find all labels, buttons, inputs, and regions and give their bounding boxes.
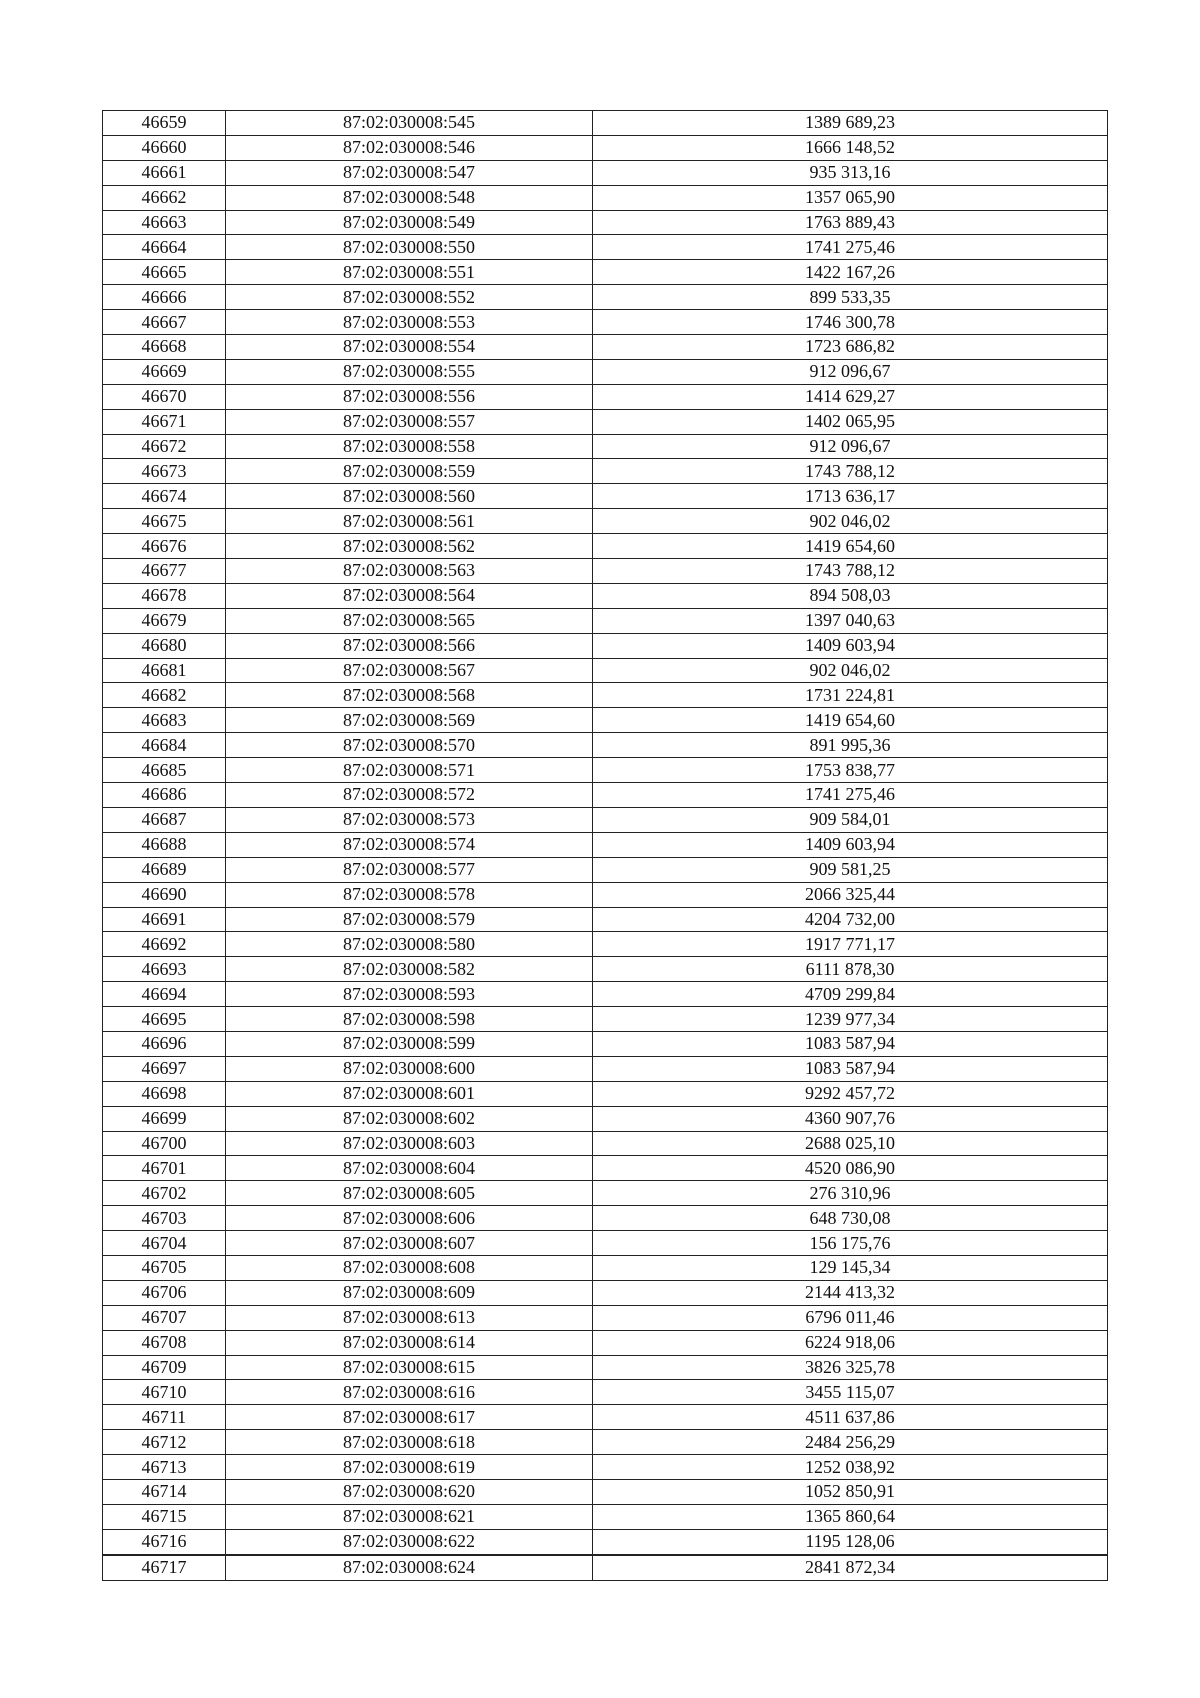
table-row [103, 583, 1108, 608]
cadastral-value-cell: 129 145,34 [593, 1255, 1108, 1280]
cadastral-value-cell: 9292 457,72 [593, 1081, 1108, 1106]
cadastral-number-cell: 87:02:030008:624 [226, 1555, 593, 1580]
cadastral-number-cell: 87:02:030008:620 [226, 1479, 593, 1504]
cadastral-number-cell: 87:02:030008:613 [226, 1305, 593, 1330]
row-number-cell: 46672 [103, 434, 226, 459]
cadastral-number-cell: 87:02:030008:614 [226, 1330, 593, 1355]
table-row [103, 832, 1108, 857]
table-row [103, 733, 1108, 758]
cadastral-number-cell: 87:02:030008:605 [226, 1181, 593, 1206]
cadastral-value-cell: 4511 637,86 [593, 1405, 1108, 1430]
table-row [103, 658, 1108, 683]
row-number-cell: 46664 [103, 235, 226, 260]
cadastral-number-cell: 87:02:030008:607 [226, 1231, 593, 1256]
table-row [103, 384, 1108, 409]
cadastral-number-cell: 87:02:030008:571 [226, 758, 593, 783]
table-row [103, 1156, 1108, 1181]
row-number-cell: 46714 [103, 1479, 226, 1504]
table-row [103, 434, 1108, 459]
cadastral-number-cell: 87:02:030008:568 [226, 683, 593, 708]
table-row [103, 111, 1108, 136]
cadastral-value-cell: 1409 603,94 [593, 633, 1108, 658]
row-number-cell: 46710 [103, 1380, 226, 1405]
cadastral-value-cell: 1753 838,77 [593, 758, 1108, 783]
cadastral-value-cell: 4204 732,00 [593, 907, 1108, 932]
row-number-cell: 46698 [103, 1081, 226, 1106]
cadastral-number-cell: 87:02:030008:618 [226, 1430, 593, 1455]
cadastral-number-cell: 87:02:030008:548 [226, 185, 593, 210]
cadastral-number-cell: 87:02:030008:578 [226, 882, 593, 907]
cadastral-value-cell: 156 175,76 [593, 1231, 1108, 1256]
cadastral-value-cell: 1083 587,94 [593, 1031, 1108, 1056]
cadastral-value-cell: 1357 065,90 [593, 185, 1108, 210]
row-number-cell: 46699 [103, 1106, 226, 1131]
cadastral-value-cell: 2066 325,44 [593, 882, 1108, 907]
cadastral-value-cell: 1723 686,82 [593, 335, 1108, 360]
cadastral-value-cell: 912 096,67 [593, 359, 1108, 384]
table-row [103, 409, 1108, 434]
table-row [103, 359, 1108, 384]
cadastral-value-cell: 1741 275,46 [593, 235, 1108, 260]
cadastral-number-cell: 87:02:030008:560 [226, 484, 593, 509]
cadastral-number-cell: 87:02:030008:563 [226, 559, 593, 584]
row-number-cell: 46682 [103, 683, 226, 708]
row-number-cell: 46689 [103, 857, 226, 882]
cadastral-number-cell: 87:02:030008:622 [226, 1529, 593, 1554]
row-number-cell: 46673 [103, 459, 226, 484]
table-row [103, 1231, 1108, 1256]
table-row [103, 1479, 1108, 1504]
cadastral-value-cell: 276 310,96 [593, 1181, 1108, 1206]
table-row [103, 857, 1108, 882]
row-number-cell: 46661 [103, 160, 226, 185]
cadastral-number-cell: 87:02:030008:567 [226, 658, 593, 683]
cadastral-number-cell: 87:02:030008:549 [226, 210, 593, 235]
table-row [103, 459, 1108, 484]
table-row [103, 335, 1108, 360]
table-row [103, 1330, 1108, 1355]
row-number-cell: 46681 [103, 658, 226, 683]
row-number-cell: 46665 [103, 260, 226, 285]
row-number-cell: 46679 [103, 608, 226, 633]
cadastral-value-cell: 909 581,25 [593, 857, 1108, 882]
cadastral-value-cell: 2144 413,32 [593, 1280, 1108, 1305]
cadastral-value-cell: 1239 977,34 [593, 1007, 1108, 1032]
row-number-cell: 46670 [103, 384, 226, 409]
cadastral-value-cell: 1713 636,17 [593, 484, 1108, 509]
table-row [103, 882, 1108, 907]
row-number-cell: 46677 [103, 559, 226, 584]
table-row [103, 210, 1108, 235]
table-row [103, 559, 1108, 584]
cadastral-number-cell: 87:02:030008:600 [226, 1056, 593, 1081]
cadastral-number-cell: 87:02:030008:565 [226, 608, 593, 633]
row-number-cell: 46678 [103, 583, 226, 608]
cadastral-number-cell: 87:02:030008:602 [226, 1106, 593, 1131]
cadastral-value-cell: 1365 860,64 [593, 1504, 1108, 1529]
table-row [103, 235, 1108, 260]
cadastral-number-cell: 87:02:030008:559 [226, 459, 593, 484]
table-row [103, 1555, 1108, 1580]
cadastral-value-cell: 1746 300,78 [593, 310, 1108, 335]
table-row [103, 1255, 1108, 1280]
cadastral-value-cell: 1195 128,06 [593, 1529, 1108, 1554]
table-row [103, 1380, 1108, 1405]
row-number-cell: 46712 [103, 1430, 226, 1455]
table-row [103, 185, 1108, 210]
row-number-cell: 46674 [103, 484, 226, 509]
cadastral-number-cell: 87:02:030008:546 [226, 135, 593, 160]
cadastral-value-cell: 1052 850,91 [593, 1479, 1108, 1504]
table-row [103, 1504, 1108, 1529]
row-number-cell: 46688 [103, 832, 226, 857]
row-number-cell: 46716 [103, 1529, 226, 1554]
cadastral-value-cell: 1419 654,60 [593, 708, 1108, 733]
table-row [103, 932, 1108, 957]
cadastral-number-cell: 87:02:030008:615 [226, 1355, 593, 1380]
row-number-cell: 46697 [103, 1056, 226, 1081]
cadastral-value-cell: 1743 788,12 [593, 559, 1108, 584]
table-row [103, 310, 1108, 335]
cadastral-value-cell: 899 533,35 [593, 285, 1108, 310]
table-row [103, 807, 1108, 832]
row-number-cell: 46709 [103, 1355, 226, 1380]
cadastral-value-cell: 3826 325,78 [593, 1355, 1108, 1380]
cadastral-value-cell: 912 096,67 [593, 434, 1108, 459]
table-row [103, 534, 1108, 559]
table-row [103, 1081, 1108, 1106]
cadastral-number-cell: 87:02:030008:580 [226, 932, 593, 957]
cadastral-value-cell: 1389 689,23 [593, 111, 1108, 136]
cadastral-value-cell: 2688 025,10 [593, 1131, 1108, 1156]
row-number-cell: 46691 [103, 907, 226, 932]
cadastral-value-cell: 4709 299,84 [593, 982, 1108, 1007]
row-number-cell: 46662 [103, 185, 226, 210]
table-row [103, 1206, 1108, 1231]
cadastral-value-cell: 1422 167,26 [593, 260, 1108, 285]
cadastral-number-cell: 87:02:030008:551 [226, 260, 593, 285]
row-number-cell: 46690 [103, 882, 226, 907]
cadastral-number-cell: 87:02:030008:619 [226, 1455, 593, 1480]
row-number-cell: 46715 [103, 1504, 226, 1529]
cadastral-value-cell: 1083 587,94 [593, 1056, 1108, 1081]
row-number-cell: 46694 [103, 982, 226, 1007]
row-number-cell: 46685 [103, 758, 226, 783]
cadastral-number-cell: 87:02:030008:603 [226, 1131, 593, 1156]
table-row [103, 1131, 1108, 1156]
table-row [103, 758, 1108, 783]
table-row [103, 1031, 1108, 1056]
row-number-cell: 46667 [103, 310, 226, 335]
cadastral-value-cell: 1419 654,60 [593, 534, 1108, 559]
cadastral-value-cell: 1917 771,17 [593, 932, 1108, 957]
cadastral-value-cell: 2841 872,34 [593, 1555, 1108, 1580]
row-number-cell: 46660 [103, 135, 226, 160]
row-number-cell: 46675 [103, 509, 226, 534]
row-number-cell: 46676 [103, 534, 226, 559]
row-number-cell: 46702 [103, 1181, 226, 1206]
row-number-cell: 46696 [103, 1031, 226, 1056]
cadastral-number-cell: 87:02:030008:593 [226, 982, 593, 1007]
cadastral-number-cell: 87:02:030008:572 [226, 783, 593, 808]
cadastral-value-cell: 1666 148,52 [593, 135, 1108, 160]
cadastral-value-cell: 1743 788,12 [593, 459, 1108, 484]
row-number-cell: 46671 [103, 409, 226, 434]
cadastral-value-cell: 2484 256,29 [593, 1430, 1108, 1455]
table-row [103, 1106, 1108, 1131]
cadastral-number-cell: 87:02:030008:569 [226, 708, 593, 733]
table-row [103, 683, 1108, 708]
row-number-cell: 46703 [103, 1206, 226, 1231]
table-row [103, 1181, 1108, 1206]
row-number-cell: 46687 [103, 807, 226, 832]
cadastral-number-cell: 87:02:030008:558 [226, 434, 593, 459]
cadastral-value-table [102, 110, 1108, 1581]
row-number-cell: 46659 [103, 111, 226, 136]
cadastral-number-cell: 87:02:030008:555 [226, 359, 593, 384]
row-number-cell: 46695 [103, 1007, 226, 1032]
cadastral-number-cell: 87:02:030008:608 [226, 1255, 593, 1280]
cadastral-value-cell: 1763 889,43 [593, 210, 1108, 235]
cadastral-value-cell: 3455 115,07 [593, 1380, 1108, 1405]
table-row [103, 907, 1108, 932]
cadastral-number-cell: 87:02:030008:582 [226, 957, 593, 982]
row-number-cell: 46701 [103, 1156, 226, 1181]
row-number-cell: 46663 [103, 210, 226, 235]
table-row [103, 285, 1108, 310]
table-row [103, 509, 1108, 534]
table-row [103, 1280, 1108, 1305]
table-row [103, 982, 1108, 1007]
cadastral-number-cell: 87:02:030008:570 [226, 733, 593, 758]
table-row [103, 1405, 1108, 1430]
cadastral-value-cell: 1731 224,81 [593, 683, 1108, 708]
cadastral-number-cell: 87:02:030008:604 [226, 1156, 593, 1181]
cadastral-value-cell: 935 313,16 [593, 160, 1108, 185]
row-number-cell: 46668 [103, 335, 226, 360]
cadastral-value-cell: 1414 629,27 [593, 384, 1108, 409]
cadastral-value-cell: 4520 086,90 [593, 1156, 1108, 1181]
cadastral-number-cell: 87:02:030008:556 [226, 384, 593, 409]
table-row [103, 608, 1108, 633]
cadastral-number-cell: 87:02:030008:562 [226, 534, 593, 559]
cadastral-number-cell: 87:02:030008:598 [226, 1007, 593, 1032]
cadastral-number-cell: 87:02:030008:574 [226, 832, 593, 857]
cadastral-number-cell: 87:02:030008:577 [226, 857, 593, 882]
row-number-cell: 46705 [103, 1255, 226, 1280]
cadastral-number-cell: 87:02:030008:550 [226, 235, 593, 260]
cadastral-number-cell: 87:02:030008:553 [226, 310, 593, 335]
cadastral-number-cell: 87:02:030008:573 [226, 807, 593, 832]
cadastral-value-cell: 6224 918,06 [593, 1330, 1108, 1355]
cadastral-value-cell: 891 995,36 [593, 733, 1108, 758]
cadastral-number-cell: 87:02:030008:561 [226, 509, 593, 534]
table-row [103, 708, 1108, 733]
cadastral-value-cell: 1409 603,94 [593, 832, 1108, 857]
table-row [103, 1430, 1108, 1455]
cadastral-value-cell: 902 046,02 [593, 509, 1108, 534]
cadastral-number-cell: 87:02:030008:566 [226, 633, 593, 658]
row-number-cell: 46711 [103, 1405, 226, 1430]
table-row [103, 1007, 1108, 1032]
cadastral-value-cell: 648 730,08 [593, 1206, 1108, 1231]
row-number-cell: 46700 [103, 1131, 226, 1156]
row-number-cell: 46693 [103, 957, 226, 982]
table-row [103, 1056, 1108, 1081]
cadastral-value-cell: 1741 275,46 [593, 783, 1108, 808]
table-row [103, 1455, 1108, 1480]
cadastral-value-cell: 1252 038,92 [593, 1455, 1108, 1480]
table-row [103, 1305, 1108, 1330]
table-body [103, 111, 1108, 1581]
cadastral-value-cell: 909 584,01 [593, 807, 1108, 832]
cadastral-number-cell: 87:02:030008:601 [226, 1081, 593, 1106]
cadastral-number-cell: 87:02:030008:547 [226, 160, 593, 185]
row-number-cell: 46680 [103, 633, 226, 658]
table-row [103, 484, 1108, 509]
cadastral-value-cell: 4360 907,76 [593, 1106, 1108, 1131]
cadastral-value-cell: 6796 011,46 [593, 1305, 1108, 1330]
cadastral-number-cell: 87:02:030008:616 [226, 1380, 593, 1405]
row-number-cell: 46684 [103, 733, 226, 758]
row-number-cell: 46708 [103, 1330, 226, 1355]
table-row [103, 633, 1108, 658]
cadastral-number-cell: 87:02:030008:609 [226, 1280, 593, 1305]
cadastral-number-cell: 87:02:030008:554 [226, 335, 593, 360]
row-number-cell: 46692 [103, 932, 226, 957]
cadastral-value-cell: 1402 065,95 [593, 409, 1108, 434]
cadastral-value-cell: 6111 878,30 [593, 957, 1108, 982]
table-row [103, 1355, 1108, 1380]
table-row [103, 260, 1108, 285]
cadastral-value-cell: 1397 040,63 [593, 608, 1108, 633]
cadastral-number-cell: 87:02:030008:606 [226, 1206, 593, 1231]
row-number-cell: 46707 [103, 1305, 226, 1330]
cadastral-number-cell: 87:02:030008:579 [226, 907, 593, 932]
table-row [103, 783, 1108, 808]
table-row [103, 160, 1108, 185]
table-row [103, 957, 1108, 982]
cadastral-number-cell: 87:02:030008:599 [226, 1031, 593, 1056]
cadastral-number-cell: 87:02:030008:617 [226, 1405, 593, 1430]
row-number-cell: 46713 [103, 1455, 226, 1480]
row-number-cell: 46717 [103, 1555, 226, 1580]
row-number-cell: 46666 [103, 285, 226, 310]
row-number-cell: 46686 [103, 783, 226, 808]
table-row [103, 135, 1108, 160]
cadastral-value-cell: 894 508,03 [593, 583, 1108, 608]
row-number-cell: 46669 [103, 359, 226, 384]
row-number-cell: 46706 [103, 1280, 226, 1305]
cadastral-number-cell: 87:02:030008:564 [226, 583, 593, 608]
cadastral-number-cell: 87:02:030008:545 [226, 111, 593, 136]
row-number-cell: 46704 [103, 1231, 226, 1256]
table-row [103, 1529, 1108, 1554]
cadastral-value-cell: 902 046,02 [593, 658, 1108, 683]
cadastral-number-cell: 87:02:030008:557 [226, 409, 593, 434]
row-number-cell: 46683 [103, 708, 226, 733]
cadastral-number-cell: 87:02:030008:552 [226, 285, 593, 310]
cadastral-number-cell: 87:02:030008:621 [226, 1504, 593, 1529]
